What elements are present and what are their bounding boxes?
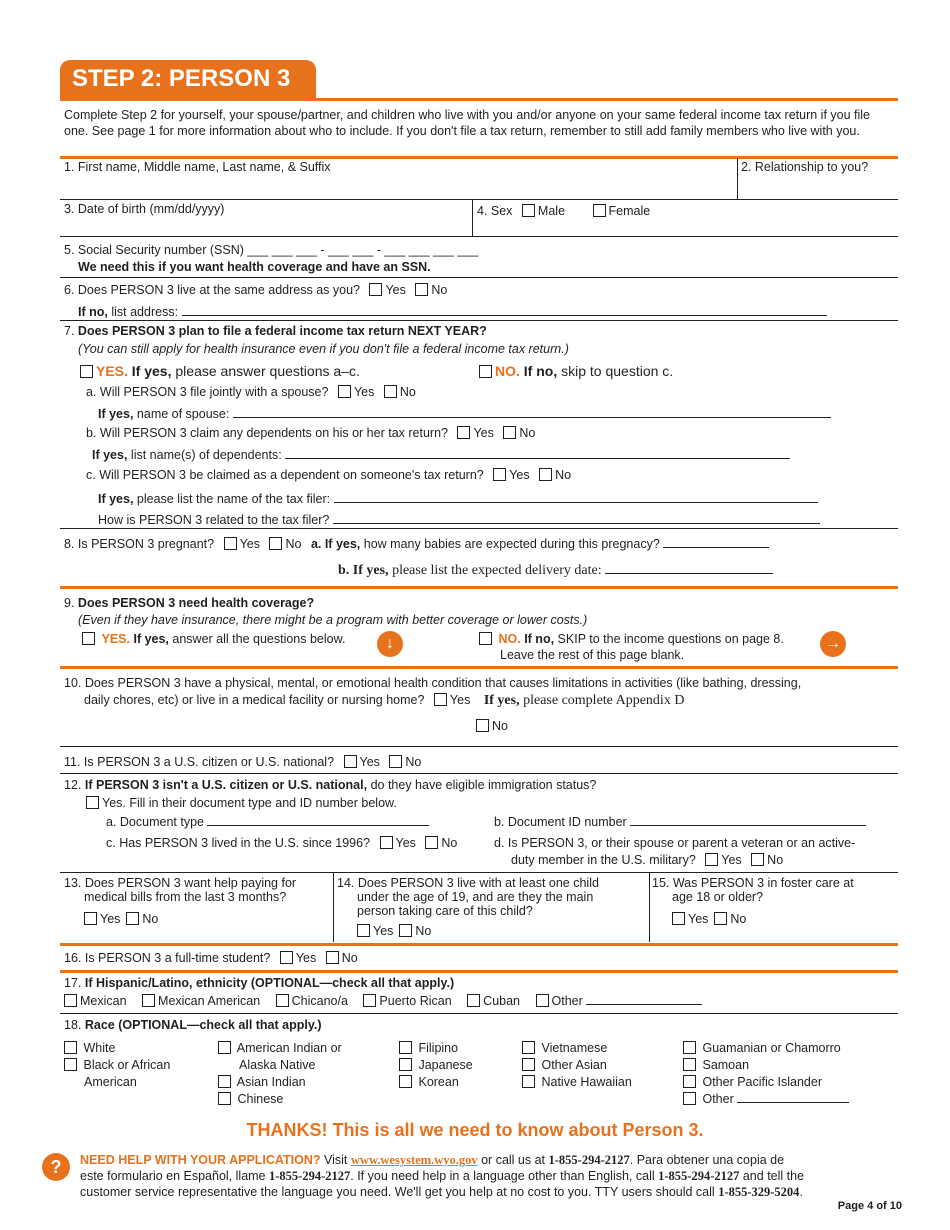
q7b-dependents-row — [92, 448, 790, 462]
no-label: No — [431, 283, 448, 297]
help-text: Visit — [324, 1153, 348, 1167]
race-label: American Indian or — [236, 1041, 342, 1055]
q12b-label: b. Document ID number — [494, 815, 627, 829]
race-col4 — [516, 1040, 632, 1091]
document-id-field[interactable] — [630, 815, 866, 826]
help-icon: ? — [42, 1153, 70, 1181]
no-label: No — [519, 426, 536, 440]
yes-label: Yes — [721, 853, 742, 867]
race-label: White — [83, 1041, 116, 1055]
appendix-bold: If yes, — [483, 693, 520, 708]
korean-checkbox[interactable] — [399, 1075, 412, 1088]
yes-label: Yes — [359, 755, 380, 769]
q13-line1: 13. Does PERSON 3 want help paying for — [64, 876, 297, 890]
q17-options — [58, 994, 702, 1008]
q9-yes-row — [82, 632, 345, 646]
q5-row — [64, 243, 478, 257]
relation-field[interactable] — [333, 513, 820, 524]
q9-num: 9. — [64, 596, 75, 610]
q16-no-checkbox[interactable] — [326, 951, 339, 964]
q7b-label: b. Will PERSON 3 claim any dependents on his or her tax return? — [86, 426, 448, 440]
no-label: No — [399, 385, 416, 399]
race-label: Korean — [418, 1075, 459, 1089]
q4-row — [477, 204, 650, 218]
step-header: STEP 2: PERSON 3 — [60, 60, 316, 100]
divider — [737, 158, 738, 200]
no-word: NO. — [498, 632, 521, 646]
other-pacific-islander-checkbox[interactable] — [683, 1075, 696, 1088]
section-rule — [60, 666, 898, 669]
female-checkbox[interactable] — [593, 204, 606, 217]
q12-rest: do they have eligible immigration status? — [370, 778, 597, 792]
race-col5 — [677, 1040, 849, 1108]
yes-bold: If yes, — [133, 632, 169, 646]
cuban-checkbox[interactable] — [467, 994, 480, 1007]
male-checkbox[interactable] — [522, 204, 535, 217]
q9-no-row2: Leave the rest of this page blank. — [500, 648, 685, 662]
no-label: No — [405, 755, 422, 769]
help-text: . Para obtener una copia de — [629, 1153, 785, 1167]
arrow-right-icon: → — [820, 631, 846, 657]
help-phone: 1-855-294-2127 — [548, 1153, 630, 1167]
divider — [60, 1013, 898, 1014]
yes-label: Yes — [100, 912, 121, 926]
q16-label: 16. Is PERSON 3 a full-time student? — [64, 951, 271, 965]
q7c-yes-checkbox[interactable] — [493, 468, 506, 481]
ifno-bold: If no, — [78, 305, 108, 319]
q6-yes-checkbox[interactable] — [369, 283, 382, 296]
no-label: No — [415, 924, 432, 938]
q7a-label: a. Will PERSON 3 file jointly with a spouse? — [86, 385, 329, 399]
q10-line1: 10. Does PERSON 3 have a physical, mental, or emotional health condition that causes limitations in activities (like bathing, dressing, — [64, 676, 802, 690]
document-type-field[interactable] — [207, 815, 429, 826]
asian-indian-checkbox[interactable] — [218, 1075, 231, 1088]
help-text: or call us at — [481, 1153, 546, 1167]
help-text: . — [799, 1185, 803, 1199]
q10-yes-checkbox[interactable] — [434, 693, 447, 706]
q9-note: (Even if they have insurance, there might be a program with better coverage or lower costs.) — [78, 613, 588, 627]
help-phone: 1-855-294-2127 — [269, 1169, 351, 1183]
guamanian-checkbox[interactable] — [683, 1041, 696, 1054]
babies-field[interactable] — [663, 537, 769, 548]
q18-label: Race (OPTIONAL—check all that apply.) — [84, 1018, 322, 1032]
yes-label: Yes — [353, 385, 375, 399]
other-race-checkbox[interactable] — [683, 1092, 696, 1105]
race-label: Japanese — [418, 1058, 473, 1072]
mexican-american-checkbox[interactable] — [142, 994, 155, 1007]
no-rest: skip to question c. — [561, 363, 674, 379]
q5-note: We need this if you want health coverage and have an SSN. — [78, 260, 431, 274]
q12c-label: c. Has PERSON 3 lived in the U.S. since 1996? — [106, 836, 371, 850]
q13-line2: medical bills from the last 3 months? — [84, 890, 287, 904]
q7c-label: c. Will PERSON 3 be claimed as a dependent on someone's tax return? — [86, 468, 484, 482]
native-hawaiian-checkbox[interactable] — [522, 1075, 535, 1088]
q6-label: 6. Does PERSON 3 live at the same address as you? — [64, 283, 360, 297]
ifno-rest: list address: — [111, 305, 179, 319]
q8b-bold: b. If yes, — [338, 563, 389, 578]
race-label: Samoan — [702, 1058, 750, 1072]
yes-label: Yes — [385, 283, 406, 297]
q14-line2: under the age of 19, and are they the main — [357, 890, 594, 904]
q7-label: Does PERSON 3 plan to file a federal income tax return NEXT YEAR? — [77, 324, 487, 338]
q3-label: 3. Date of birth (mm/dd/yyyy) — [64, 202, 225, 216]
q12d-line2: duty member in the U.S. military? — [511, 853, 696, 867]
q17-label-row — [64, 976, 454, 990]
q12c-yes-checkbox[interactable] — [380, 836, 393, 849]
divider — [60, 872, 898, 873]
q15-no-checkbox[interactable] — [714, 912, 727, 925]
q7-label-row — [64, 324, 487, 338]
divider — [472, 199, 473, 236]
race-label: American — [84, 1075, 137, 1089]
dependents-field[interactable] — [285, 448, 790, 459]
ifyes-bold: If yes, — [92, 448, 128, 462]
race-label: Other — [702, 1092, 734, 1106]
q8b-rest: please list the expected delivery date: — [392, 563, 602, 578]
section-rule — [60, 156, 898, 159]
appendix-rest: please complete Appendix D — [523, 693, 685, 708]
chicano-checkbox[interactable] — [276, 994, 289, 1007]
q12-yes-checkbox[interactable] — [86, 796, 99, 809]
divider — [60, 773, 898, 774]
samoan-checkbox[interactable] — [683, 1058, 696, 1071]
q8-no-checkbox[interactable] — [269, 537, 282, 550]
vietnamese-checkbox[interactable] — [522, 1041, 535, 1054]
q14-line1: 14. Does PERSON 3 live with at least one child — [337, 876, 599, 890]
other-ethnicity-checkbox[interactable] — [536, 994, 549, 1007]
option-label: Mexican — [80, 994, 127, 1008]
puerto-rican-checkbox[interactable] — [363, 994, 376, 1007]
option-label: Puerto Rican — [379, 994, 452, 1008]
race-label: Vietnamese — [541, 1041, 608, 1055]
black-checkbox[interactable] — [64, 1058, 77, 1071]
help-text: . If you need help in a language other than English, call — [350, 1169, 655, 1183]
white-checkbox[interactable] — [64, 1041, 77, 1054]
no-word: NO. — [495, 363, 520, 379]
q12c-no-checkbox[interactable] — [425, 836, 438, 849]
race-label: Black or African — [83, 1058, 171, 1072]
q6-no-checkbox[interactable] — [415, 283, 428, 296]
help-link[interactable]: www.wesystem.wyo.gov — [350, 1153, 478, 1167]
help-text: customer service representative the language you need. We'll get you help at no cost to you. TTY users should call — [80, 1185, 715, 1199]
section-rule — [60, 970, 898, 973]
q12-label-row — [64, 778, 596, 792]
divider — [60, 199, 898, 200]
q10-no-checkbox[interactable] — [476, 719, 489, 732]
yes-label: Yes — [688, 912, 709, 926]
yes-word: YES. — [101, 632, 130, 646]
divider — [333, 872, 334, 942]
option-label: Chicano/a — [291, 994, 348, 1008]
yes-label: Yes — [239, 537, 260, 551]
female-label: Female — [608, 204, 651, 218]
no-label: No — [142, 912, 159, 926]
q9-no-checkbox[interactable] — [479, 632, 492, 645]
intro-text: Complete Step 2 for yourself, your spouse/partner, and children who live with you and/or anyone on your same federal income tax return if you file one. See page 1 for more information about who to include. If you don't file a tax return, remember to still add family members who live with you. — [64, 108, 870, 138]
q14-block — [337, 876, 599, 938]
q7a-yes-checkbox[interactable] — [338, 385, 351, 398]
japanese-checkbox[interactable] — [399, 1058, 412, 1071]
q7-no-row — [479, 363, 673, 379]
no-rest: SKIP to the income questions on page 8. — [557, 632, 784, 646]
thanks-message: THANKS! This is all we need to know about Person 3. — [246, 1120, 704, 1140]
q10-no-row — [470, 719, 508, 733]
filipino-checkbox[interactable] — [399, 1041, 412, 1054]
race-label: Asian Indian — [236, 1075, 306, 1089]
q13-block — [64, 876, 296, 926]
other-race-field[interactable] — [737, 1092, 849, 1103]
q8a-bold: a. If yes, — [310, 537, 361, 551]
delivery-date-field[interactable] — [605, 563, 773, 574]
q12-yes-row — [80, 796, 397, 810]
q13-yes-checkbox[interactable] — [84, 912, 97, 925]
yes-label: Yes — [395, 836, 416, 850]
q15-yes-checkbox[interactable] — [672, 912, 685, 925]
race-col1 — [58, 1040, 170, 1091]
mexican-checkbox[interactable] — [64, 994, 77, 1007]
q14-no-checkbox[interactable] — [399, 924, 412, 937]
q7c-row — [86, 468, 571, 482]
q12-yes-line: Yes. Fill in their document type and ID number below. — [102, 796, 397, 810]
q10-line2: daily chores, etc) or live in a medical facility or nursing home? — [84, 693, 425, 707]
q7c-filer-row — [98, 492, 818, 506]
help-phone: 1-855-329-5204 — [718, 1185, 800, 1199]
no-label: No — [285, 537, 302, 551]
q12a-row — [106, 815, 429, 829]
race-col2 — [212, 1040, 342, 1108]
address-field[interactable] — [182, 305, 827, 316]
help-title: NEED HELP WITH YOUR APPLICATION? — [80, 1153, 321, 1167]
q17-num: 17. — [64, 976, 82, 990]
q7a-no-checkbox[interactable] — [384, 385, 397, 398]
option-label: Cuban — [483, 994, 521, 1008]
q15-line1: 15. Was PERSON 3 in foster care at — [652, 876, 854, 890]
q15-line2: age 18 or older? — [672, 890, 764, 904]
divider — [60, 236, 898, 237]
q7-no-checkbox[interactable] — [479, 365, 492, 378]
q12d-no-checkbox[interactable] — [751, 853, 764, 866]
section-rule — [60, 586, 898, 589]
no-label: No — [441, 836, 458, 850]
q7-yes-checkbox[interactable] — [80, 365, 93, 378]
option-label: Other — [551, 994, 583, 1008]
q12d-yes-checkbox[interactable] — [705, 853, 718, 866]
q8b-row — [338, 563, 773, 579]
no-bold: If no, — [523, 363, 558, 379]
no-label: No — [730, 912, 747, 926]
arrow-down-icon: ↓ — [377, 631, 403, 657]
section-rule — [60, 943, 898, 946]
q16-row — [64, 951, 358, 965]
help-phone: 1-855-294-2127 — [658, 1169, 740, 1183]
divider — [60, 528, 898, 529]
divider — [60, 746, 898, 747]
q12c-row — [106, 836, 457, 850]
ifyes-bold: If yes, — [98, 407, 134, 421]
q11-label: 11. Is PERSON 3 a U.S. citizen or U.S. national? — [64, 755, 335, 769]
no-bold: If no, — [524, 632, 555, 646]
q15-block — [652, 876, 854, 926]
q9-label-row — [64, 596, 314, 610]
q7-num: 7. — [64, 324, 75, 338]
q7-note: (You can still apply for health insurance even if you don't file a federal income tax return.) — [78, 342, 569, 356]
race-label: Native Hawaiian — [541, 1075, 632, 1089]
race-label: Other Asian — [541, 1058, 607, 1072]
q12-bold: If PERSON 3 isn't a U.S. citizen or U.S. national, — [84, 778, 368, 792]
q12a-label: a. Document type — [106, 815, 204, 829]
q6-row — [64, 283, 447, 297]
q12d-row2 — [511, 853, 783, 867]
race-label: Filipino — [418, 1041, 459, 1055]
q4-label: 4. Sex — [477, 204, 513, 218]
ssn-field[interactable]: ___ ___ ___ - ___ ___ - ___ ___ ___ ___ — [247, 243, 479, 257]
race-col3 — [393, 1040, 473, 1091]
q16-yes-checkbox[interactable] — [280, 951, 293, 964]
tax-filer-field[interactable] — [334, 492, 818, 503]
male-label: Male — [537, 204, 566, 218]
race-label: Other Pacific Islander — [702, 1075, 822, 1089]
q8a-rest: how many babies are expected during this pregnacy? — [363, 537, 660, 551]
no-label: No — [767, 853, 784, 867]
q7b-yes-checkbox[interactable] — [457, 426, 470, 439]
q13-no-checkbox[interactable] — [126, 912, 139, 925]
q7c-relation-row — [98, 513, 820, 527]
option-label: Mexican American — [158, 994, 261, 1008]
no-label: No — [555, 468, 572, 482]
yes-word: YES. — [96, 363, 128, 379]
yes-bold: If yes, — [131, 363, 172, 379]
no-label: No — [341, 951, 358, 965]
q12d-line1: d. Is PERSON 3, or their spouse or parent a veteran or an active- — [494, 836, 856, 850]
ifyes-bold: If yes, — [98, 492, 134, 506]
yes-label: Yes — [473, 426, 494, 440]
chinese-checkbox[interactable] — [218, 1092, 231, 1105]
page-number: Page 4 of 10 — [837, 1200, 902, 1212]
race-label: Chinese — [237, 1092, 284, 1106]
q8-yes-checkbox[interactable] — [224, 537, 237, 550]
other-asian-checkbox[interactable] — [522, 1058, 535, 1071]
q7a-row — [86, 385, 416, 399]
ifyes-rest: please list the name of the tax filer: — [136, 492, 331, 506]
q2-label: 2. Relationship to you? — [741, 160, 869, 174]
q9-yes-checkbox[interactable] — [82, 632, 95, 645]
q7-yes-row — [80, 363, 360, 379]
header-rule — [60, 98, 898, 101]
ifyes-rest: name of spouse: — [136, 407, 230, 421]
divider — [649, 872, 650, 942]
divider — [60, 277, 898, 278]
q17-label: If Hispanic/Latino, ethnicity (OPTIONAL—check all that apply.) — [84, 976, 455, 990]
race-label: Guamanian or Chamorro — [702, 1041, 841, 1055]
q8-row — [64, 537, 769, 551]
q5-label: 5. Social Security number (SSN) — [64, 243, 244, 257]
spouse-name-field[interactable] — [233, 407, 831, 418]
help-text: and tell the — [742, 1169, 805, 1183]
q9-no-row — [479, 632, 784, 646]
ifyes-rest: list name(s) of dependents: — [130, 448, 282, 462]
q6-address-row — [78, 305, 827, 319]
q7a-spouse-row — [98, 407, 831, 421]
q7c-no-checkbox[interactable] — [539, 468, 552, 481]
yes-label: Yes — [295, 951, 317, 965]
q12-num: 12. — [64, 778, 82, 792]
race-label: Alaska Native — [239, 1058, 316, 1072]
q7c-relation-label: How is PERSON 3 related to the tax filer? — [98, 513, 330, 527]
q14-yes-checkbox[interactable] — [357, 924, 370, 937]
divider — [60, 320, 898, 321]
q8-label: 8. Is PERSON 3 pregnant? — [64, 537, 215, 551]
help-text: este formulario en Español, llame — [80, 1169, 266, 1183]
help-block — [80, 1152, 804, 1200]
q12b-row — [494, 815, 866, 829]
yes-rest: please answer questions a–c. — [175, 363, 360, 379]
q1-label: 1. First name, Middle name, Last name, & Suffix — [64, 160, 331, 174]
american-indian-checkbox[interactable] — [218, 1041, 231, 1054]
yes-rest: answer all the questions below. — [172, 632, 346, 646]
yes-label: Yes — [373, 924, 394, 938]
q7b-no-checkbox[interactable] — [503, 426, 516, 439]
yes-label: Yes — [509, 468, 530, 482]
q18-num: 18. — [64, 1018, 82, 1032]
q14-line3: person taking care of this child? — [357, 904, 533, 918]
q11-no-checkbox[interactable] — [389, 755, 402, 768]
q10-line2-row — [84, 693, 684, 709]
other-ethnicity-field[interactable] — [586, 994, 702, 1005]
q11-yes-checkbox[interactable] — [344, 755, 357, 768]
yes-label: Yes — [449, 693, 471, 707]
q11-row — [64, 755, 421, 769]
no-label: No — [492, 719, 508, 733]
q9-label: Does PERSON 3 need health coverage? — [77, 596, 315, 610]
q7b-row — [86, 426, 535, 440]
q18-label-row — [64, 1018, 322, 1032]
